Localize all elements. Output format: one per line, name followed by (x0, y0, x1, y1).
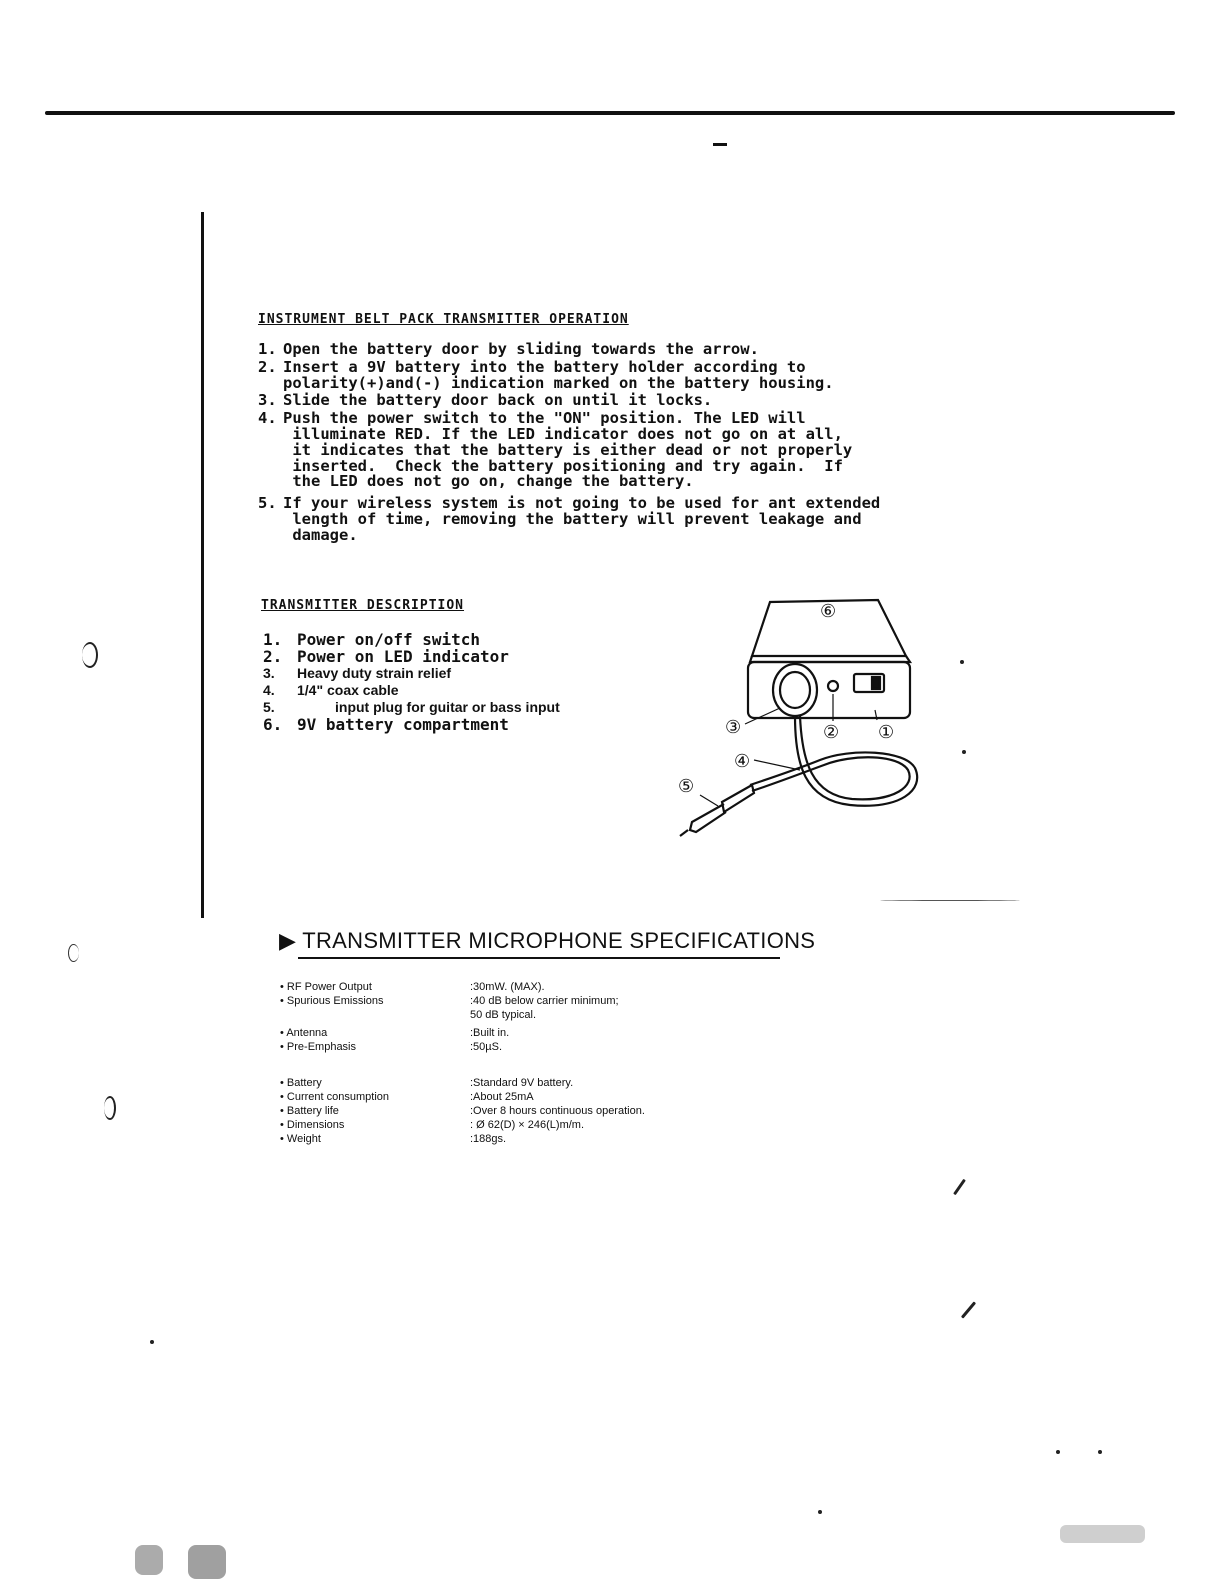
callout-6: ⑥ (820, 601, 837, 622)
spec-value: :188gs. (470, 1133, 507, 1145)
spec-title-text: TRANSMITTER MICROPHONE SPECIFICATIONS (302, 928, 816, 953)
spec-label: • Antenna (280, 1027, 328, 1039)
scan-dot (818, 1510, 822, 1514)
scan-dot (1056, 1450, 1060, 1454)
spec-value: :30mW. (MAX). (470, 981, 545, 993)
step-text: Push the power switch to the "ON" position. The LED will illuminate RED. If the LED indicator does not go on at all, it indicates that the battery is either dead or not properly inserted. Check the battery positioning and try again. If the LED does not go on, change the battery. (283, 409, 853, 491)
description-text: input plug for guitar or bass input (335, 699, 560, 715)
spec-label: • Current consumption (280, 1091, 390, 1103)
callout-4: ④ (734, 751, 751, 772)
step-number: 5. (258, 494, 277, 513)
spec-value: :About 25mA (470, 1091, 534, 1103)
spec-row (280, 1104, 645, 1118)
step-text: Insert a 9V battery into the battery holder according to polarity(+)and(-) indication marked on the battery housing. (283, 357, 834, 392)
play-arrow-icon: ▶ (279, 928, 297, 953)
spec-row (280, 1040, 645, 1054)
operation-heading: INSTRUMENT BELT PACK TRANSMITTER OPERATION (258, 312, 629, 327)
step-number: 2. (258, 357, 277, 376)
top-mark (713, 143, 727, 146)
description-number: 2. (263, 647, 283, 666)
spec-value: :Over 8 hours continuous operation. (470, 1105, 645, 1117)
step-text: Slide the battery door back on until it locks. (283, 391, 713, 410)
spec-value: : Ø 62(D) × 246(L)m/m. (470, 1119, 585, 1131)
description-item (263, 665, 643, 682)
spec-row (280, 980, 645, 994)
step-item (258, 411, 1018, 490)
transmitter-diagram (630, 590, 950, 860)
description-text: Heavy duty strain relief (297, 665, 452, 681)
spec-row (280, 1132, 645, 1146)
description-number: 6. (263, 715, 283, 734)
step-item (258, 496, 1018, 543)
step-text: If your wireless system is not going to be used for ant extended length of time, removing the battery will prevent leakage and damage. (283, 494, 881, 544)
spec-value: :Standard 9V battery. (470, 1077, 574, 1089)
callout-1: ① (878, 722, 895, 743)
power-switch-knob (872, 677, 880, 689)
spec-value: :Built in. (470, 1027, 510, 1039)
scan-dot (1098, 1450, 1102, 1454)
step-text: Open the battery door by sliding towards the arrow. (283, 340, 759, 358)
description-text: 9V battery compartment (297, 715, 509, 734)
input-plug-point (680, 830, 688, 836)
description-list (263, 631, 643, 733)
description-item (263, 716, 643, 733)
description-text: Power on LED indicator (297, 647, 509, 666)
spec-row (280, 1090, 645, 1104)
description-item (263, 648, 643, 665)
spec-label: • Battery life (280, 1105, 339, 1117)
description-text: Power on/off switch (297, 630, 481, 649)
callout-3: ③ (725, 717, 742, 738)
description-number: 1. (263, 630, 283, 649)
scan-noise (188, 1545, 226, 1579)
left-margin-rule (201, 212, 204, 918)
step-number: 4. (258, 409, 277, 428)
spec-label: • Weight (280, 1133, 321, 1145)
step-item (258, 342, 1018, 358)
step-item (258, 393, 1018, 409)
description-item (263, 631, 643, 648)
spec-label: • Pre-Emphasis (280, 1041, 356, 1053)
description-number: 5. (263, 699, 275, 715)
step-item (258, 357, 1018, 392)
description-number: 4. (263, 682, 275, 698)
scan-dot (150, 1340, 154, 1344)
scan-mark (104, 1096, 116, 1120)
description-item (263, 699, 643, 716)
scan-dot (962, 750, 966, 754)
strain-relief-inner (780, 672, 810, 708)
description-item (263, 682, 643, 699)
spec-table (280, 980, 645, 1146)
spec-row (280, 1076, 645, 1090)
input-plug-body (722, 785, 754, 812)
top-divider (45, 111, 1175, 115)
scan-noise (135, 1545, 163, 1575)
description-text: 1/4" coax cable (297, 682, 399, 698)
callout-2: ② (823, 722, 840, 743)
operation-steps (258, 342, 1018, 546)
callout-4-leader (754, 760, 800, 770)
callout-5: ⑤ (678, 776, 695, 797)
spec-title-underline (298, 957, 780, 959)
scan-mark (82, 642, 98, 668)
scan-dot (960, 660, 964, 664)
scan-mark (961, 1301, 976, 1318)
scan-mark (68, 944, 79, 962)
spec-label: • Battery (280, 1077, 322, 1089)
spec-label: • RF Power Output (280, 981, 372, 993)
input-plug-tip-icon (690, 804, 726, 832)
description-number: 3. (263, 665, 275, 681)
scan-noise (1060, 1525, 1145, 1543)
spec-value: :40 dB below carrier minimum; 50 dB typical. (470, 995, 619, 1021)
spec-title (279, 928, 815, 954)
step-number: 1. (258, 340, 277, 358)
scan-line (880, 900, 1020, 901)
spec-row (280, 1118, 645, 1132)
spec-label: • Spurious Emissions (280, 995, 384, 1007)
scan-mark (953, 1179, 966, 1195)
spec-value: :50µS. (470, 1041, 503, 1053)
description-heading: TRANSMITTER DESCRIPTION (261, 598, 465, 613)
step-number: 3. (258, 391, 277, 410)
spec-row (280, 994, 645, 1022)
spec-row (280, 1026, 645, 1040)
led-indicator-icon (828, 681, 838, 691)
callout-5-leader (700, 795, 718, 806)
spec-label: • Dimensions (280, 1119, 345, 1131)
